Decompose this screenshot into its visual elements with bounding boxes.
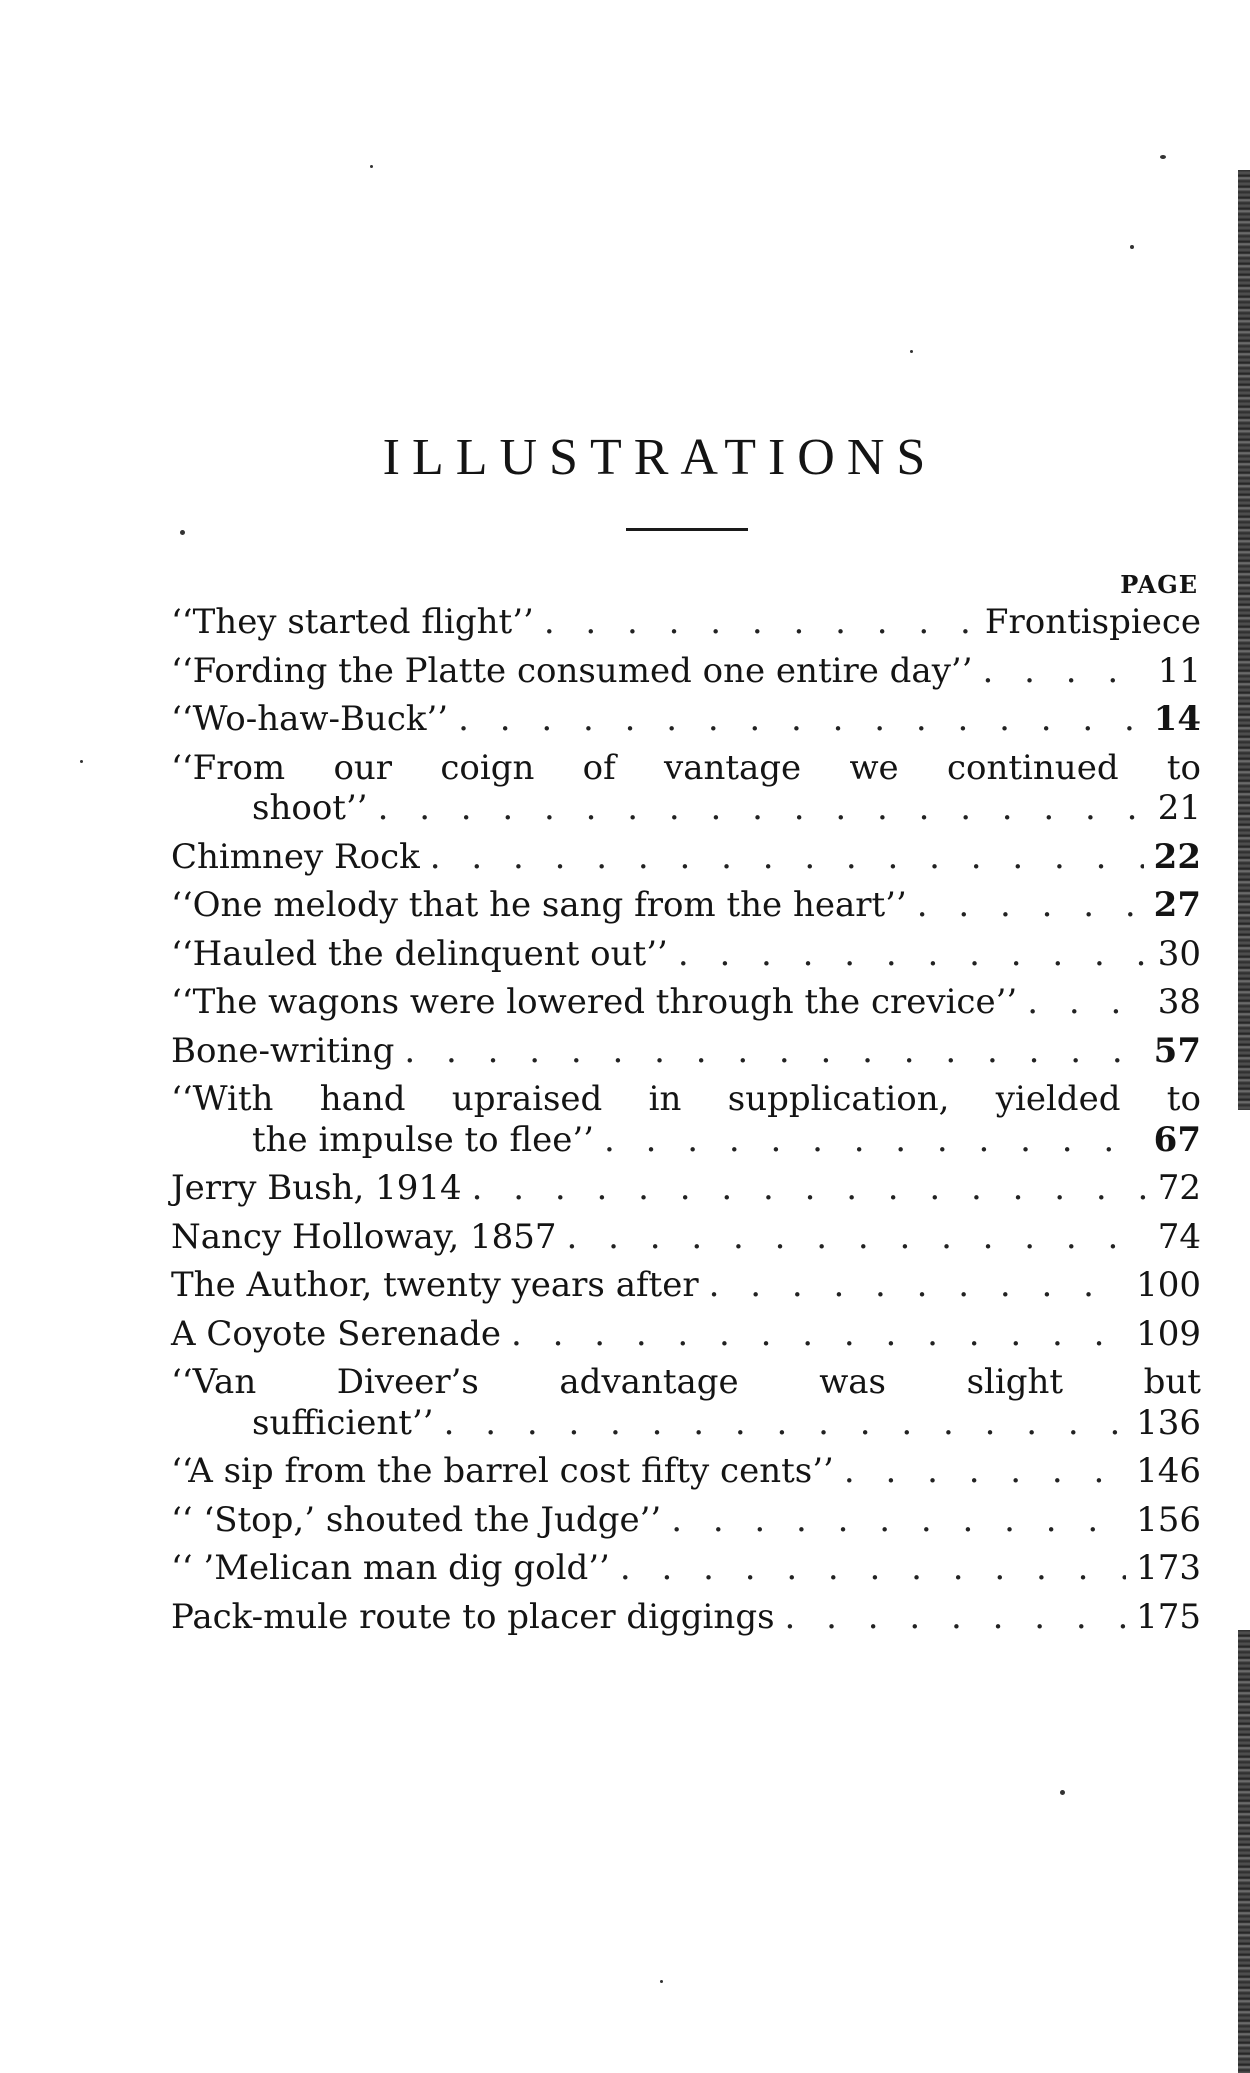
illustration-entry — [171, 1213, 1201, 1262]
entry-line — [171, 1496, 1201, 1545]
entry-line — [171, 1310, 1201, 1359]
entry-line — [171, 1261, 1201, 1310]
dot-leader — [444, 1399, 1127, 1448]
page-number: 136 — [1136, 1402, 1201, 1443]
entry-line — [171, 784, 1201, 833]
page-number: Frontispiece — [984, 602, 1201, 642]
entry-caption: ‘‘The wagons were lowered through the crevice’’ — [171, 982, 1018, 1022]
page-number: 74 — [1157, 1216, 1201, 1257]
dot-leader — [567, 1213, 1148, 1262]
page-number: 175 — [1136, 1596, 1201, 1637]
dot-leader — [917, 881, 1144, 930]
entry-caption: Bone-writing — [171, 1030, 395, 1071]
page-number: 156 — [1136, 1499, 1201, 1540]
title-rule — [626, 528, 748, 531]
dot-leader — [472, 1164, 1148, 1213]
page-number: 22 — [1153, 836, 1201, 877]
dot-leader — [983, 647, 1148, 696]
scan-speck — [180, 530, 185, 535]
entry-caption: Jerry Bush, 1914 — [171, 1168, 462, 1208]
illustration-entry — [171, 1593, 1201, 1642]
entry-caption: ‘‘ ’Melican man dig gold’’ — [171, 1548, 610, 1588]
dot-leader — [671, 1496, 1126, 1545]
page-number: 11 — [1157, 650, 1201, 691]
entry-caption: ‘‘With hand upraised in supplication, yielded to — [171, 1079, 1201, 1119]
entry-caption: Chimney Rock — [171, 836, 420, 877]
entry-line — [171, 930, 1201, 979]
page-number: 67 — [1153, 1119, 1201, 1160]
entry-line — [171, 1593, 1201, 1642]
entry-caption: ‘‘A sip from the barrel cost fifty cents’’ — [171, 1451, 834, 1491]
entry-line — [171, 881, 1201, 930]
illustration-entry — [171, 1261, 1201, 1310]
page-number: 57 — [1153, 1030, 1201, 1071]
dot-leader — [785, 1593, 1127, 1642]
page-number: 21 — [1157, 788, 1201, 828]
entry-caption: The Author, twenty years after — [171, 1265, 699, 1305]
scan-speck — [80, 760, 83, 763]
page-number: 27 — [1153, 885, 1201, 925]
entry-line — [171, 1447, 1201, 1496]
entry-caption: ‘‘From our coign of vantage we continued to — [171, 747, 1201, 788]
scan-speck — [370, 165, 373, 168]
dot-leader — [604, 1116, 1144, 1165]
entry-caption: ‘‘Wo-haw-Buck’’ — [171, 699, 449, 739]
entry-caption: A Coyote Serenade — [171, 1313, 501, 1354]
scan-edge-shadow — [1238, 1630, 1250, 2073]
entry-line — [171, 647, 1201, 696]
entry-caption: the impulse to flee’’ — [252, 1119, 594, 1160]
scan-speck — [910, 350, 913, 353]
scan-speck — [1130, 245, 1134, 249]
entry-caption: ‘‘Van Diveer’s advantage was slight but — [171, 1362, 1201, 1402]
illustration-entry — [171, 1447, 1201, 1496]
entry-line — [171, 1213, 1201, 1262]
dot-leader — [620, 1544, 1126, 1593]
illustration-entry — [171, 1310, 1201, 1359]
entry-caption: ‘‘Fording the Platte consumed one entire day’’ — [171, 650, 973, 691]
illustration-entry — [171, 930, 1201, 979]
dot-leader — [544, 598, 975, 647]
illustration-entry — [171, 978, 1201, 1027]
dot-leader — [511, 1310, 1126, 1359]
entry-caption: ‘‘ ‘Stop,’ shouted the Judge’’ — [171, 1499, 662, 1540]
page-number: 38 — [1157, 982, 1201, 1022]
entry-line — [171, 1399, 1201, 1448]
entry-line — [171, 1116, 1201, 1165]
scan-speck — [1060, 1790, 1065, 1795]
illustration-entry — [171, 1544, 1201, 1593]
illustration-entry — [171, 833, 1201, 882]
page-number: 100 — [1136, 1265, 1201, 1305]
entry-line — [171, 1164, 1201, 1213]
illustrations-list — [171, 598, 1201, 1641]
dot-leader — [709, 1261, 1127, 1310]
entry-line — [171, 1544, 1201, 1593]
page-number: 146 — [1136, 1451, 1201, 1491]
entry-caption: ‘‘One melody that he sang from the heart’’ — [171, 885, 907, 925]
illustration-entry — [171, 881, 1201, 930]
page-number: 30 — [1157, 933, 1201, 974]
page-column-label: PAGE — [1120, 570, 1198, 599]
entry-caption: ‘‘Hauled the delinquent out’’ — [171, 933, 668, 974]
entry-line — [171, 978, 1201, 1027]
illustration-entry — [171, 695, 1201, 744]
page-number: 109 — [1136, 1313, 1201, 1354]
entry-caption: ‘‘They started flight’’ — [171, 602, 534, 642]
scan-speck — [660, 1980, 663, 1983]
page-number: 173 — [1136, 1548, 1201, 1588]
dot-leader — [844, 1447, 1126, 1496]
page-number: 72 — [1157, 1168, 1201, 1208]
page-title: ILLUSTRATIONS — [382, 429, 938, 486]
illustration-entry — [171, 1164, 1201, 1213]
illustration-entry — [171, 1075, 1201, 1164]
illustration-entry — [171, 1496, 1201, 1545]
entry-line — [171, 695, 1201, 744]
scan-speck — [1160, 155, 1166, 159]
entry-caption: shoot’’ — [252, 788, 368, 828]
illustration-entry — [171, 598, 1201, 647]
entry-line — [171, 1027, 1201, 1076]
dot-leader — [678, 930, 1148, 979]
entry-line — [171, 598, 1201, 647]
page-number: 14 — [1153, 699, 1201, 739]
illustration-entry — [171, 1027, 1201, 1076]
dot-leader — [458, 695, 1144, 744]
dot-leader — [378, 784, 1148, 833]
entry-caption: Pack-mule route to placer diggings — [171, 1596, 775, 1637]
scan-edge-shadow — [1238, 170, 1250, 1110]
dot-leader — [1027, 978, 1148, 1027]
entry-caption: Nancy Holloway, 1857 — [171, 1216, 557, 1257]
illustration-entry — [171, 1358, 1201, 1447]
dot-leader — [430, 833, 1144, 882]
entry-caption: sufficient’’ — [252, 1402, 434, 1443]
illustration-entry — [171, 647, 1201, 696]
entry-line — [171, 833, 1201, 882]
illustration-entry — [171, 744, 1201, 833]
dot-leader — [404, 1027, 1143, 1076]
